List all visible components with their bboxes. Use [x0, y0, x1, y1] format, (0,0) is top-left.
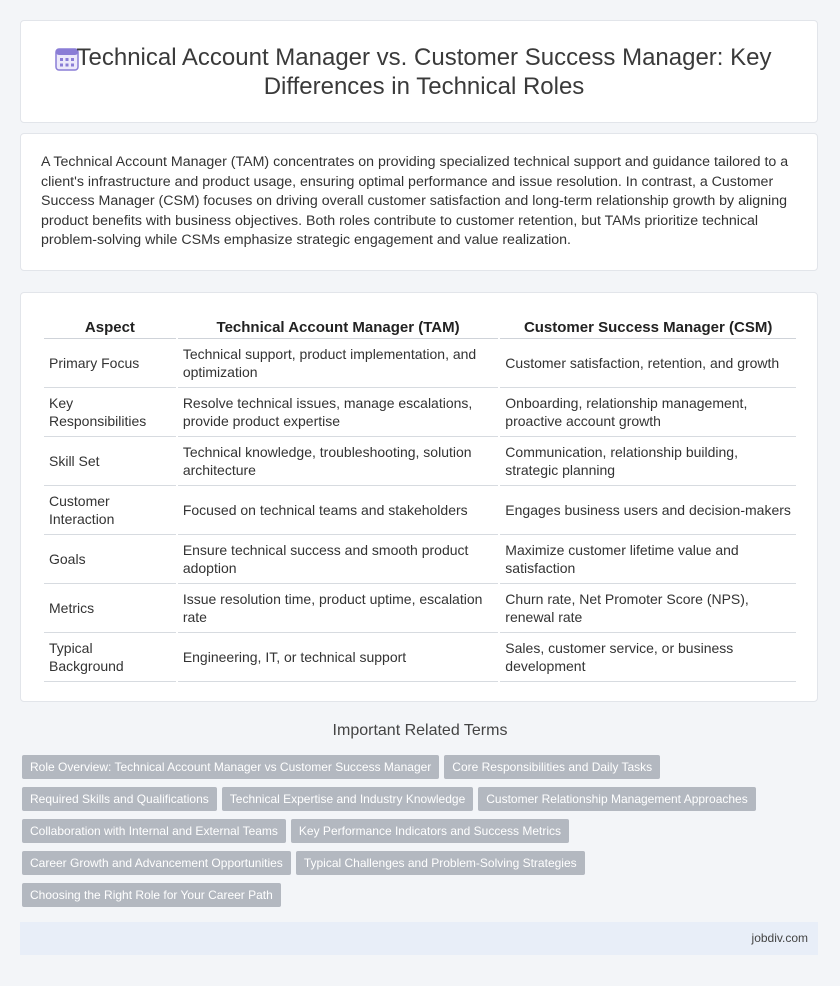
- cell-aspect: Goals: [44, 535, 176, 584]
- table-row: [44, 633, 796, 682]
- footer-site[interactable]: jobdiv.com: [751, 931, 808, 945]
- footer: [20, 922, 818, 955]
- related-term-tag[interactable]: Key Performance Indicators and Success Metrics: [291, 819, 569, 843]
- cell-csm: Onboarding, relationship management, proactive account growth: [500, 388, 796, 437]
- related-term-tag[interactable]: Role Overview: Technical Account Manager vs Customer Success Manager: [22, 755, 439, 779]
- cell-csm: Sales, customer service, or business development: [500, 633, 796, 682]
- table-row: [44, 486, 796, 535]
- page-title: Technical Account Manager vs. Customer Success Manager: Key Differences in Technical Roles: [76, 44, 772, 100]
- related-term-tag[interactable]: Collaboration with Internal and External Teams: [22, 819, 286, 843]
- header-aspect: Aspect: [44, 317, 176, 339]
- cell-tam: Focused on technical teams and stakeholders: [178, 486, 498, 535]
- related-term-tag[interactable]: Choosing the Right Role for Your Career Path: [22, 883, 281, 907]
- related-term-tag[interactable]: Technical Expertise and Industry Knowledge: [222, 787, 473, 811]
- cell-csm: Churn rate, Net Promoter Score (NPS), renewal rate: [500, 584, 796, 633]
- header-csm: Customer Success Manager (CSM): [500, 317, 796, 339]
- related-term-tag[interactable]: Required Skills and Qualifications: [22, 787, 217, 811]
- intro-paragraph: A Technical Account Manager (TAM) concentrates on providing specialized technical support and guidance tailored to a client's infrastructure and product usage, ensuring optimal performance and issue resolution. In contrast, a Customer Success Manager (CSM) focuses on driving overall customer satisfaction and long-term relationship growth by aligning product benefits with business objectives. Both roles contribute to customer retention, but TAMs prioritize technical problem-solving while CSMs emphasize strategic engagement and value realization.: [41, 154, 789, 249]
- cell-csm: Communication, relationship building, strategic planning: [500, 437, 796, 486]
- cell-aspect: Skill Set: [44, 437, 176, 486]
- comparison-table-card: [20, 292, 818, 702]
- cell-tam: Technical knowledge, troubleshooting, solution architecture: [178, 437, 498, 486]
- cell-tam: Issue resolution time, product uptime, escalation rate: [178, 584, 498, 633]
- header-tam: Technical Account Manager (TAM): [178, 317, 498, 339]
- cell-tam: Technical support, product implementation, and optimization: [178, 339, 498, 388]
- comparison-table: [42, 317, 798, 682]
- table-row: [44, 388, 796, 437]
- cell-tam: Resolve technical issues, manage escalations, provide product expertise: [178, 388, 498, 437]
- cell-csm: Customer satisfaction, retention, and growth: [500, 339, 796, 388]
- title-card: [20, 20, 818, 123]
- cell-tam: Ensure technical success and smooth product adoption: [178, 535, 498, 584]
- related-term-tag[interactable]: Customer Relationship Management Approaches: [478, 787, 755, 811]
- cell-csm: Maximize customer lifetime value and satisfaction: [500, 535, 796, 584]
- table-row: [44, 584, 796, 633]
- cell-aspect: Primary Focus: [44, 339, 176, 388]
- cell-aspect: Typical Background: [44, 633, 176, 682]
- table-row: [44, 339, 796, 388]
- cell-aspect: Metrics: [44, 584, 176, 633]
- cell-tam: Engineering, IT, or technical support: [178, 633, 498, 682]
- table-header-row: [44, 317, 796, 339]
- related-term-tag[interactable]: Core Responsibilities and Daily Tasks: [444, 755, 660, 779]
- related-terms-list: [22, 755, 792, 915]
- related-terms-title: Important Related Terms: [332, 722, 508, 739]
- related-term-tag[interactable]: Career Growth and Advancement Opportunities: [22, 851, 291, 875]
- cell-aspect: Key Responsibilities: [44, 388, 176, 437]
- related-term-tag[interactable]: Typical Challenges and Problem-Solving Strategies: [296, 851, 585, 875]
- cell-aspect: Customer Interaction: [44, 486, 176, 535]
- table-row: [44, 437, 796, 486]
- cell-csm: Engages business users and decision-makers: [500, 486, 796, 535]
- table-row: [44, 535, 796, 584]
- intro-card: [20, 133, 818, 271]
